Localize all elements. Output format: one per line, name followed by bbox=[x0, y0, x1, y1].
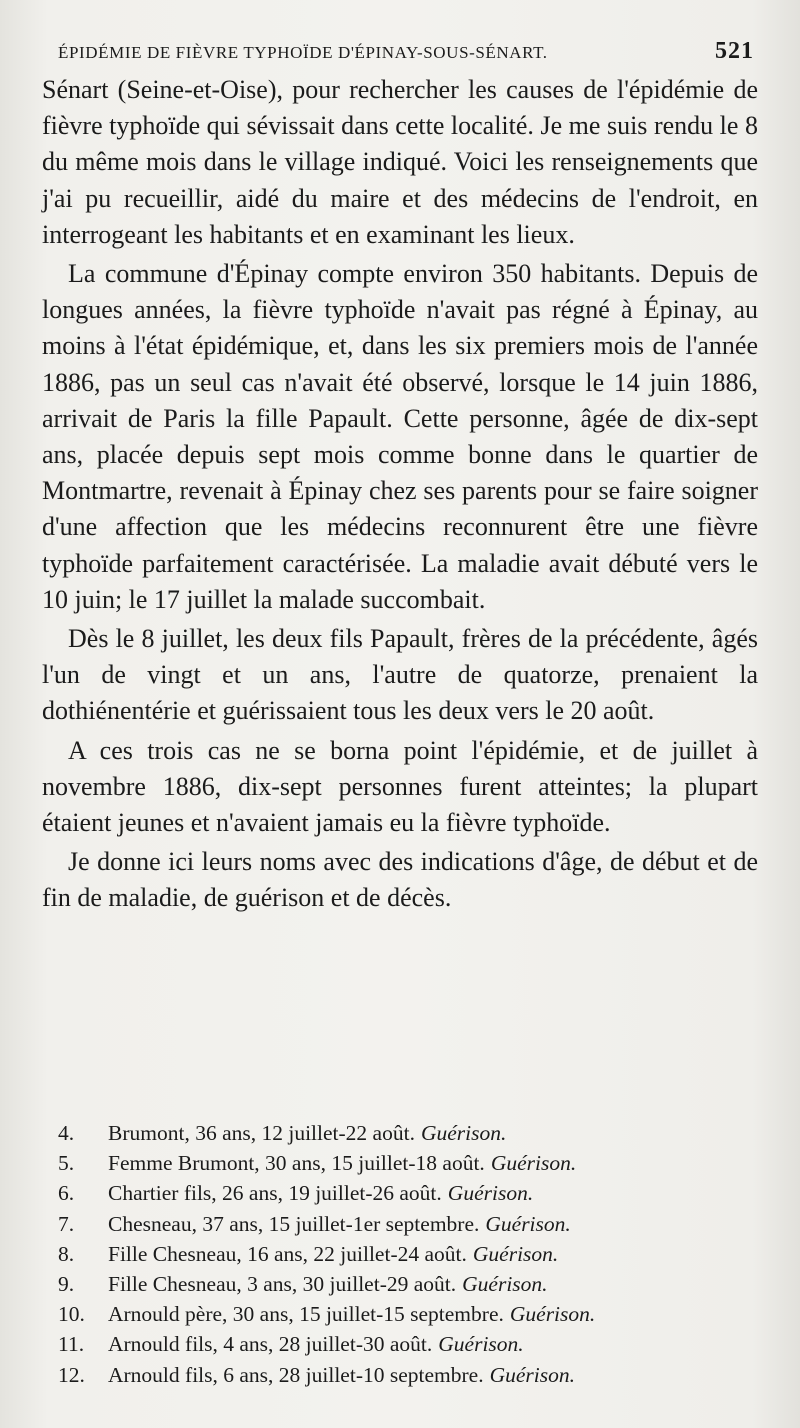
page-number: 521 bbox=[715, 38, 754, 64]
case-details: Fille Chesneau, 16 ans, 22 juillet-24 août. bbox=[108, 1241, 467, 1266]
running-title: ÉPIDÉMIE DE FIÈVRE TYPHOÏDE D'ÉPINAY-SOUS-SÉNART. bbox=[58, 43, 548, 62]
case-details: Chesneau, 37 ans, 15 juillet-1er septembre. bbox=[108, 1211, 480, 1236]
case-number: 7. bbox=[58, 1211, 75, 1236]
case-details: Femme Brumont, 30 ans, 15 juillet-18 août. bbox=[108, 1151, 485, 1176]
case-outcome: Guérison. bbox=[490, 1151, 577, 1176]
case-number: 4. bbox=[58, 1121, 75, 1145]
list-item bbox=[58, 1329, 758, 1359]
list-item bbox=[58, 1299, 758, 1329]
case-number: 11. bbox=[58, 1332, 85, 1357]
case-details: Fille Chesneau, 3 ans, 30 juillet-29 août. bbox=[108, 1272, 457, 1297]
case-outcome: Guérison. bbox=[485, 1211, 571, 1236]
paragraph-commune: La commune d'Épinay compte environ 350 habitants. Depuis de longues années, la fièvre typhoïde n'avait pas régné à Épinay, au moins à l'état épidémique, et, dans les six premiers mois de l'année 1886, pas un seul cas n'avait été observé, lorsque le 14 juin 1886, arrivait de Paris la fille Papault. Cette personne, âgée de dix-sept ans, placée depuis sept mois comme bonne dans le quartier de Montmartre, revenait à Épinay chez ses parents pour se faire soigner d'une affection que les médecins reconnurent être une fièvre typhoïde parfaitement caractérisée. La maladie avait débuté vers le 10 juin; le 17 juillet la malade succombait. bbox=[42, 259, 758, 614]
case-details: Brumont, 36 ans, 12 juillet-22 août. bbox=[108, 1121, 415, 1145]
case-list bbox=[58, 1118, 758, 1390]
case-outcome: Guérison. bbox=[489, 1362, 575, 1387]
case-outcome: Guérison. bbox=[509, 1302, 596, 1327]
list-item bbox=[58, 1118, 758, 1148]
paragraph-continuation: Sénart (Seine-et-Oise), pour rechercher les causes de l'épidémie de fièvre typhoïde qui sévissait dans cette localité. Je me suis rendu le 8 du même mois dans le village indiqué. Voici les renseignements que j'ai pu recueillir, aidé du maire et des médecins de l'endroit, en interrogeant les habitants et en examinant les lieux. bbox=[42, 75, 758, 249]
case-outcome: Guérison. bbox=[420, 1121, 507, 1145]
case-outcome: Guérison. bbox=[472, 1241, 559, 1266]
list-item bbox=[58, 1209, 758, 1239]
case-outcome: Guérison. bbox=[438, 1332, 524, 1357]
case-details: Arnould père, 30 ans, 15 juillet-15 septembre. bbox=[108, 1302, 504, 1327]
case-number: 8. bbox=[58, 1241, 75, 1266]
paragraph-epidemic-spread: A ces trois cas ne se borna point l'épidémie, et de juillet à novembre 1886, dix-sept personnes furent atteintes; la plupart étaient jeunes et n'avaient jamais eu la fièvre typhoïde. bbox=[42, 735, 758, 838]
case-number: 12. bbox=[58, 1362, 85, 1387]
body-text bbox=[42, 72, 758, 917]
list-item bbox=[58, 1360, 758, 1390]
case-number: 5. bbox=[58, 1151, 75, 1176]
case-outcome: Guérison. bbox=[462, 1272, 548, 1297]
paragraph-list-intro: Je donne ici leurs noms avec des indications d'âge, de début et de fin de maladie, de guérison et de décès. bbox=[42, 847, 758, 913]
list-item bbox=[58, 1178, 758, 1208]
case-number: 10. bbox=[58, 1302, 85, 1327]
case-number: 9. bbox=[58, 1272, 75, 1297]
paragraph-papault-sons: Dès le 8 juillet, les deux fils Papault, frères de la précédente, âgés l'un de vingt et un ans, l'autre de quatorze, prenaient la dothiénentérie et guérissaient tous les deux vers le 20 août. bbox=[42, 624, 758, 726]
list-item bbox=[58, 1269, 758, 1299]
case-details: Chartier fils, 26 ans, 19 juillet-26 août. bbox=[108, 1181, 442, 1206]
case-details: Arnould fils, 6 ans, 28 juillet-10 septembre. bbox=[108, 1362, 484, 1387]
case-details: Arnould fils, 4 ans, 28 juillet-30 août. bbox=[108, 1332, 433, 1357]
case-outcome: Guérison. bbox=[447, 1181, 534, 1206]
case-number: 6. bbox=[58, 1181, 75, 1206]
list-item bbox=[58, 1239, 758, 1269]
running-header bbox=[58, 38, 754, 65]
list-item bbox=[58, 1148, 758, 1178]
